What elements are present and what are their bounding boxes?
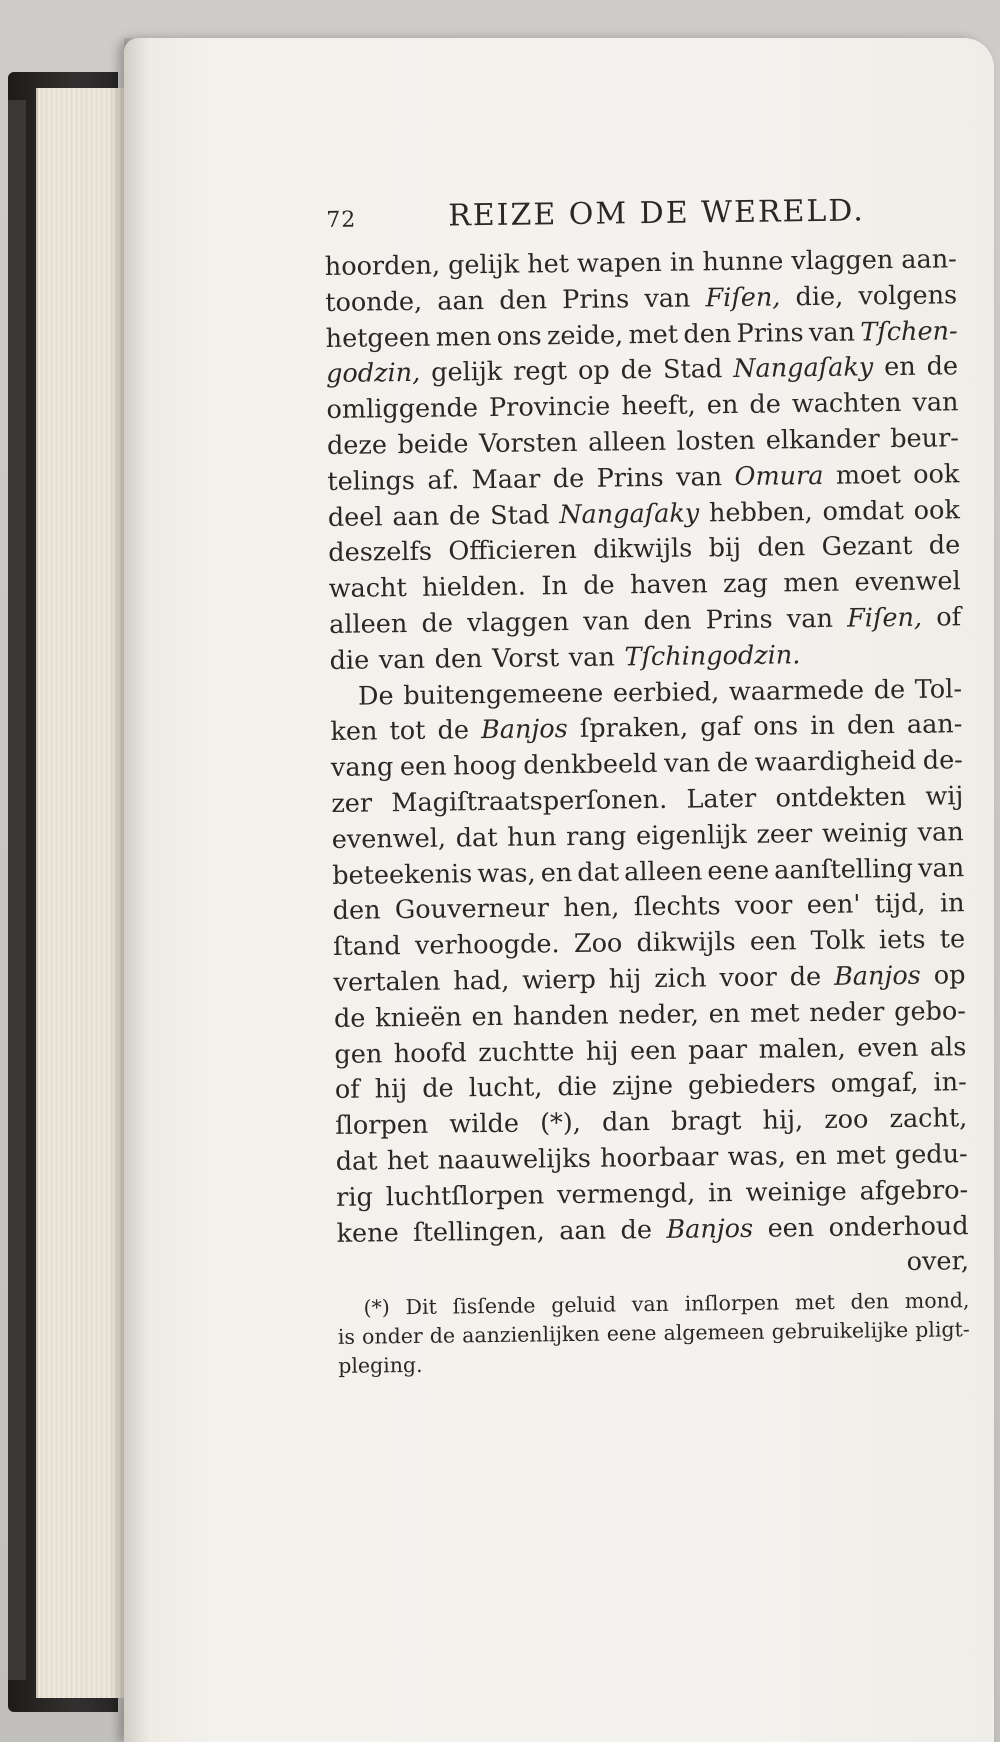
word: (*) <box>363 1295 390 1320</box>
word: zeer <box>756 818 813 850</box>
word: aan <box>559 1215 607 1246</box>
word: vlaggen <box>466 607 570 639</box>
word: eene <box>707 855 770 886</box>
word: deel <box>327 501 383 533</box>
word: deze <box>326 430 388 461</box>
word: van <box>568 642 616 673</box>
word: geluid <box>551 1292 617 1318</box>
word: is <box>337 1324 356 1350</box>
word: heeft, <box>621 390 696 422</box>
word: godzin, <box>325 358 421 390</box>
word: de <box>448 500 481 532</box>
word: gelijk <box>447 249 520 281</box>
word: hielden. <box>421 571 527 604</box>
word: dan <box>601 1107 651 1138</box>
word: luchtſlorpen <box>385 1180 545 1213</box>
word: omgaf, <box>830 1068 919 1100</box>
word: wilde <box>449 1108 520 1140</box>
word: Gezant <box>821 531 913 563</box>
word: zoo <box>824 1104 869 1136</box>
word: met <box>835 1140 886 1171</box>
word: Dit <box>405 1294 437 1320</box>
word: volgens <box>858 280 958 312</box>
word: die <box>329 645 370 676</box>
word: de <box>422 1073 454 1105</box>
word: dat <box>335 1146 378 1177</box>
word: Banjos <box>480 714 568 746</box>
word: voor <box>719 962 777 994</box>
word: haven <box>629 569 708 601</box>
word: ken <box>330 716 378 748</box>
word: gedu- <box>894 1139 968 1171</box>
word: den <box>499 285 548 316</box>
word: beteekenis <box>332 858 473 891</box>
word: paar <box>687 1034 748 1066</box>
word: eigenlijk <box>635 819 747 851</box>
word: de <box>583 570 615 602</box>
word: de <box>716 748 749 779</box>
word: naauwelijks <box>437 1143 592 1176</box>
word: wachten <box>791 388 902 420</box>
word: den <box>643 605 692 637</box>
word: Maar <box>471 464 541 495</box>
word: met <box>749 997 800 1029</box>
word: de <box>749 389 782 421</box>
word: ſpraken, <box>579 712 689 745</box>
word: rang <box>565 821 627 852</box>
word: hij <box>585 1035 619 1067</box>
word: van <box>631 1291 669 1317</box>
word: even <box>857 1032 919 1064</box>
word: de <box>926 351 959 383</box>
word: Omura <box>734 460 824 492</box>
word: ons <box>753 711 799 743</box>
word: te <box>939 924 966 955</box>
word: knieën <box>375 1002 463 1034</box>
word: van <box>912 387 959 419</box>
word: wij <box>925 781 964 812</box>
word: den <box>757 532 806 564</box>
word: Magiſtraatsperſonen. <box>391 784 668 819</box>
word: waarmede <box>728 675 865 707</box>
word: regt <box>513 356 568 388</box>
word: men <box>435 321 492 353</box>
word: Officieren <box>448 535 578 567</box>
word: een <box>629 1035 677 1066</box>
word: van <box>917 816 964 848</box>
word: Prins <box>736 317 804 349</box>
word: van <box>808 317 856 348</box>
word: in- <box>933 1067 967 1098</box>
word: dikwijls <box>593 533 693 566</box>
word: ſlorpen <box>335 1109 429 1142</box>
word: hoorden, <box>324 250 441 282</box>
word: gebruikelijke <box>771 1318 909 1344</box>
word: voor <box>734 890 793 922</box>
word: pleging. <box>338 1352 423 1379</box>
word: van <box>917 852 965 884</box>
word: de <box>437 715 470 747</box>
word: Prins <box>705 604 773 636</box>
word: De <box>357 680 394 712</box>
page-number: 72 <box>326 207 357 233</box>
word: Provincie <box>488 391 611 424</box>
word: aan- <box>906 709 963 741</box>
word: hoorbaar <box>599 1142 719 1174</box>
word: weinige <box>745 1176 847 1208</box>
word: ſtand <box>332 931 401 963</box>
word: bij <box>708 533 742 564</box>
word: ook <box>913 459 960 490</box>
word: vang <box>330 752 394 784</box>
word: Fiſen, <box>846 602 923 634</box>
word: van <box>378 644 426 676</box>
word: Stad <box>662 354 723 386</box>
word: ſtellingen, <box>412 1215 545 1248</box>
word: hij <box>374 1074 408 1105</box>
word: Banjos <box>833 960 921 992</box>
word: malen, <box>758 1033 846 1065</box>
word: van <box>663 748 711 780</box>
word: lucht, <box>468 1072 543 1104</box>
word: onder <box>361 1323 423 1349</box>
word: de <box>928 530 961 562</box>
word: hebben, <box>708 496 813 528</box>
word: als <box>929 1031 967 1063</box>
word: evenwel, <box>331 823 447 855</box>
word: algemeen <box>663 1319 765 1346</box>
word: hunne <box>702 246 784 278</box>
word: wierp <box>522 964 597 996</box>
word: een <box>767 1212 815 1244</box>
word: in <box>669 247 695 278</box>
word: iets <box>878 924 926 956</box>
word: losten <box>676 425 756 457</box>
word: een' <box>806 889 861 921</box>
word: denkbeeld <box>523 749 658 781</box>
word: zacht, <box>889 1103 968 1135</box>
word: verhoogde. <box>414 929 560 962</box>
word: evenwel <box>854 566 961 598</box>
word: Nangaſaky <box>559 498 700 530</box>
word: afgebro- <box>859 1174 969 1207</box>
word: gen <box>334 1038 383 1070</box>
word: de <box>873 674 906 705</box>
word: beide <box>397 429 469 461</box>
word: de <box>789 961 822 993</box>
word: of <box>334 1074 360 1106</box>
word: zich <box>654 963 707 994</box>
page-text-block <box>324 192 970 1381</box>
word: omdat <box>822 495 905 527</box>
word: op <box>933 960 966 991</box>
word: deszelfs <box>328 537 433 569</box>
word: hoog <box>452 750 517 782</box>
word: Later <box>686 783 757 815</box>
word: die, <box>795 281 844 313</box>
word: de <box>333 1003 366 1034</box>
word: alleen <box>587 426 667 458</box>
running-title: REIZE OM DE WERELD. <box>447 193 866 234</box>
word: Fiſen, <box>705 282 781 314</box>
word: met <box>794 1289 835 1315</box>
word: vertalen <box>333 966 441 998</box>
word: gebo- <box>893 995 967 1027</box>
word: en <box>706 390 739 421</box>
word: bragt <box>670 1106 742 1137</box>
word: vlaggen <box>791 245 894 277</box>
word: toonde, <box>325 286 423 318</box>
word: de <box>429 1323 456 1348</box>
word: den <box>846 710 896 742</box>
word: buitengemeene <box>403 678 604 711</box>
word: onderhoud <box>828 1210 969 1243</box>
word: en <box>795 1140 827 1172</box>
word: zer <box>331 788 373 819</box>
word: neder <box>809 996 885 1028</box>
word: aanzienlijken <box>462 1321 600 1348</box>
word: den <box>683 318 732 350</box>
word: aan <box>392 501 440 532</box>
word: hun <box>507 821 557 853</box>
word: gaf <box>700 712 742 743</box>
word: Banjos <box>666 1213 754 1245</box>
page-gutter-shadow <box>124 38 150 1742</box>
word: de <box>620 1214 653 1245</box>
word: op <box>577 355 610 387</box>
word: in <box>707 1177 733 1209</box>
word: af. <box>427 465 460 496</box>
word: alleen <box>624 855 703 887</box>
word: pligt- <box>915 1317 970 1342</box>
word: het <box>386 1145 429 1177</box>
word: zag <box>722 568 769 600</box>
word: telings <box>327 465 416 497</box>
word: dat <box>455 822 498 854</box>
word: ons <box>496 320 542 352</box>
running-head <box>324 192 956 244</box>
word: in <box>939 888 965 919</box>
word: men <box>783 567 840 599</box>
word: den <box>332 895 381 927</box>
word: Tolk <box>810 925 865 957</box>
word: de <box>620 355 653 386</box>
word: handen <box>512 1000 609 1032</box>
word: Prins <box>596 462 664 494</box>
word: In <box>541 571 569 602</box>
word: een <box>399 751 447 783</box>
word: tijd, <box>874 889 926 920</box>
word: van <box>786 603 834 635</box>
word: het <box>527 249 570 280</box>
word: Tol- <box>914 673 963 705</box>
word: kene <box>336 1217 399 1249</box>
body-text <box>325 242 970 1288</box>
word: den <box>850 1289 890 1314</box>
word: eene <box>606 1321 657 1346</box>
word: dikwijls <box>636 927 736 959</box>
word: omliggende <box>326 393 479 426</box>
word: gelijk <box>431 357 503 389</box>
word: van <box>644 283 691 314</box>
word: waardigheid <box>754 745 917 778</box>
word: hetgeen <box>325 322 431 354</box>
book-spine <box>8 100 26 1680</box>
word: alleen <box>329 608 408 640</box>
word: Nangaſaky <box>733 352 874 385</box>
word: en <box>708 998 741 1030</box>
word: aanſtelling <box>774 853 914 886</box>
word: eerbied, <box>612 676 720 709</box>
word: in <box>810 711 836 742</box>
word: elkander <box>765 424 880 456</box>
word: de- <box>922 745 963 776</box>
word: ook <box>913 494 961 526</box>
word: zeide, <box>546 319 624 351</box>
word: ontdekten <box>775 781 907 814</box>
word: had, <box>453 965 510 997</box>
word: hij <box>608 964 642 995</box>
word: Vorst <box>491 642 560 674</box>
page-edges <box>36 88 134 1698</box>
word: ſlechts <box>633 891 721 923</box>
word: vermengd, <box>556 1178 696 1210</box>
word: gebieders <box>687 1069 816 1101</box>
word: een <box>749 926 797 957</box>
footnote <box>337 1286 970 1381</box>
word: en <box>471 1001 504 1032</box>
word: Prins <box>562 284 630 315</box>
word: wapen <box>576 247 663 279</box>
word: Vorsten <box>478 427 578 460</box>
word: dat <box>577 856 620 888</box>
word: mond, <box>904 1288 970 1314</box>
word: hen, <box>563 892 620 924</box>
word: de <box>421 608 454 639</box>
word: en <box>883 352 916 383</box>
word: Tſchen- <box>860 315 958 348</box>
word: neder, <box>618 999 700 1031</box>
word: zijne <box>611 1071 674 1102</box>
word: van <box>675 461 723 493</box>
word: inſlorpen <box>684 1290 780 1316</box>
word: (*), <box>539 1108 582 1139</box>
word: aan <box>437 285 485 317</box>
word: aan- <box>901 244 957 275</box>
word: Zoo <box>573 928 623 960</box>
word: beur- <box>890 423 960 455</box>
word: Gouverneur <box>394 893 550 926</box>
word: die <box>557 1072 598 1103</box>
word: tot <box>389 716 426 747</box>
word: hij, <box>762 1105 804 1136</box>
word: en <box>540 857 573 888</box>
word: over, <box>906 1246 970 1278</box>
word: of <box>936 602 962 633</box>
word: met <box>628 319 679 350</box>
word: van <box>583 606 630 637</box>
word: den <box>434 643 483 675</box>
word: was, <box>477 858 536 889</box>
word: moet <box>835 459 901 491</box>
word: hoofd <box>393 1037 467 1069</box>
word: weinig <box>821 817 909 849</box>
word: de <box>552 463 585 495</box>
word: rig <box>336 1182 374 1213</box>
word: was, <box>727 1141 787 1173</box>
word: wacht <box>328 573 407 605</box>
word: zuchtte <box>478 1036 575 1068</box>
word: Stad <box>490 499 550 531</box>
word: ſisſende <box>452 1293 536 1319</box>
word: Tſchingodzin. <box>624 639 801 673</box>
